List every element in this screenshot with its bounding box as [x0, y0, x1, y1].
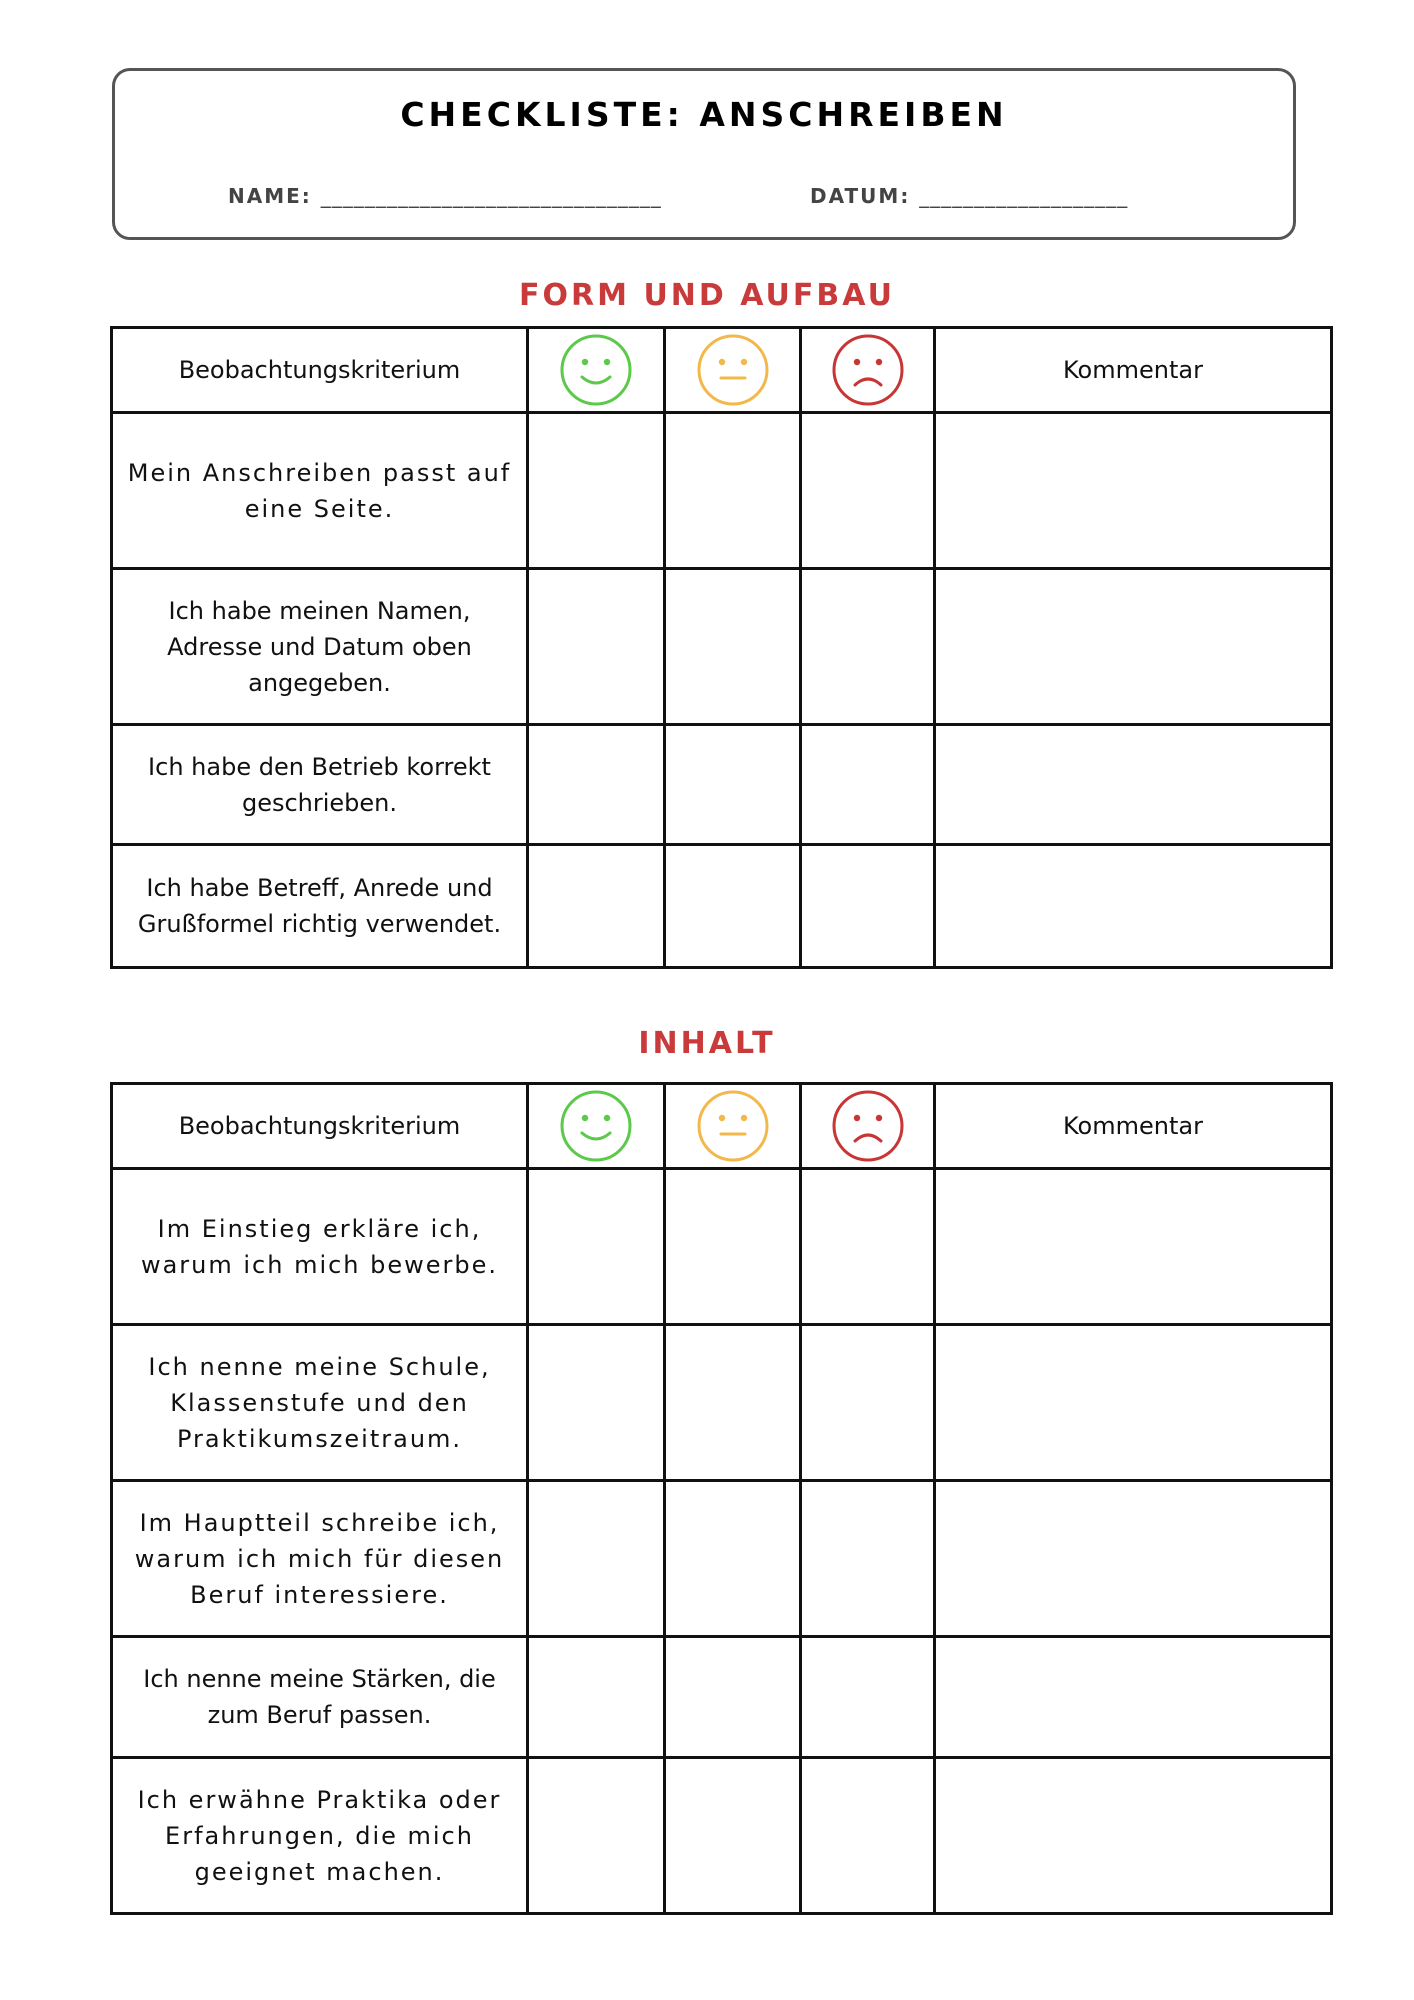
comment-cell[interactable]	[935, 1637, 1332, 1758]
checklist-table-inhalt	[110, 1082, 1333, 1915]
comment-header: Kommentar	[935, 328, 1332, 413]
rating-happy-cell[interactable]	[528, 845, 665, 968]
criterion-cell: Im Hauptteil schreibe ich, warum ich mich für diesen Beruf interessiere.	[112, 1481, 528, 1637]
rating-happy-cell[interactable]	[528, 1637, 665, 1758]
comment-cell[interactable]	[935, 1758, 1332, 1914]
comment-cell[interactable]	[935, 569, 1332, 725]
rating-happy-cell[interactable]	[528, 1758, 665, 1914]
name-field[interactable]	[228, 184, 662, 208]
neutral-header	[665, 1084, 801, 1169]
table-row	[112, 1169, 1332, 1325]
rating-neutral-cell[interactable]	[665, 1481, 801, 1637]
rating-sad-cell[interactable]	[801, 413, 935, 569]
criterion-cell: Ich nenne meine Stärken, die zum Beruf passen.	[112, 1637, 528, 1758]
smiley-neutral-icon	[666, 333, 799, 407]
date-line: ___________________	[919, 184, 1129, 208]
section-title-form: FORM UND AUFBAU	[519, 278, 895, 313]
rating-sad-cell[interactable]	[801, 1169, 935, 1325]
rating-happy-cell[interactable]	[528, 1325, 665, 1481]
criterion-cell: Mein Anschreiben passt auf eine Seite.	[112, 413, 528, 569]
rating-happy-cell[interactable]	[528, 1481, 665, 1637]
rating-sad-cell[interactable]	[801, 1637, 935, 1758]
table-row	[112, 845, 1332, 968]
rating-happy-cell[interactable]	[528, 413, 665, 569]
sad-header	[801, 1084, 935, 1169]
criterion-header: Beobachtungskriterium	[112, 328, 528, 413]
criterion-cell: Ich erwähne Praktika oder Erfahrungen, die mich geeignet machen.	[112, 1758, 528, 1914]
table-row	[112, 1325, 1332, 1481]
smiley-happy-icon	[529, 333, 663, 407]
rating-happy-cell[interactable]	[528, 569, 665, 725]
criterion-cell: Ich habe Betreff, Anrede und Grußformel richtig verwendet.	[112, 845, 528, 968]
table-row	[112, 569, 1332, 725]
smiley-neutral-icon	[666, 1089, 799, 1163]
comment-cell[interactable]	[935, 413, 1332, 569]
happy-header	[528, 1084, 665, 1169]
happy-header	[528, 328, 665, 413]
rating-neutral-cell[interactable]	[665, 413, 801, 569]
rating-sad-cell[interactable]	[801, 845, 935, 968]
name-label: NAME:	[228, 184, 312, 208]
criterion-cell: Ich habe meinen Namen, Adresse und Datum oben angegeben.	[112, 569, 528, 725]
rating-happy-cell[interactable]	[528, 725, 665, 845]
date-field[interactable]	[810, 184, 1128, 208]
comment-cell[interactable]	[935, 1325, 1332, 1481]
checklist-table-form	[110, 326, 1333, 969]
header-box	[112, 68, 1296, 240]
rating-sad-cell[interactable]	[801, 725, 935, 845]
rating-sad-cell[interactable]	[801, 1481, 935, 1637]
rating-neutral-cell[interactable]	[665, 569, 801, 725]
criterion-cell: Ich habe den Betrieb korrekt geschrieben.	[112, 725, 528, 845]
comment-cell[interactable]	[935, 1169, 1332, 1325]
comment-cell[interactable]	[935, 845, 1332, 968]
rating-sad-cell[interactable]	[801, 1325, 935, 1481]
table-row	[112, 1637, 1332, 1758]
rating-neutral-cell[interactable]	[665, 1637, 801, 1758]
section-title-inhalt: INHALT	[638, 1026, 776, 1061]
comment-header: Kommentar	[935, 1084, 1332, 1169]
rating-neutral-cell[interactable]	[665, 1169, 801, 1325]
table-row	[112, 1758, 1332, 1914]
table-header-row	[112, 1084, 1332, 1169]
rating-neutral-cell[interactable]	[665, 725, 801, 845]
table-row	[112, 413, 1332, 569]
sad-header	[801, 328, 935, 413]
table-row	[112, 725, 1332, 845]
comment-cell[interactable]	[935, 725, 1332, 845]
smiley-sad-icon	[802, 333, 933, 407]
rating-sad-cell[interactable]	[801, 569, 935, 725]
name-line: _______________________________	[320, 184, 662, 208]
table-header-row	[112, 328, 1332, 413]
rating-neutral-cell[interactable]	[665, 1758, 801, 1914]
criterion-header: Beobachtungskriterium	[112, 1084, 528, 1169]
date-label: DATUM:	[810, 184, 911, 208]
comment-cell[interactable]	[935, 1481, 1332, 1637]
smiley-sad-icon	[802, 1089, 933, 1163]
neutral-header	[665, 328, 801, 413]
rating-neutral-cell[interactable]	[665, 845, 801, 968]
table-row	[112, 1481, 1332, 1637]
rating-sad-cell[interactable]	[801, 1758, 935, 1914]
rating-happy-cell[interactable]	[528, 1169, 665, 1325]
rating-neutral-cell[interactable]	[665, 1325, 801, 1481]
page-title: CHECKLISTE: ANSCHREIBEN	[400, 95, 1008, 134]
smiley-happy-icon	[529, 1089, 663, 1163]
criterion-cell: Im Einstieg erkläre ich, warum ich mich bewerbe.	[112, 1169, 528, 1325]
criterion-cell: Ich nenne meine Schule, Klassenstufe und den Praktikumszeitraum.	[112, 1325, 528, 1481]
